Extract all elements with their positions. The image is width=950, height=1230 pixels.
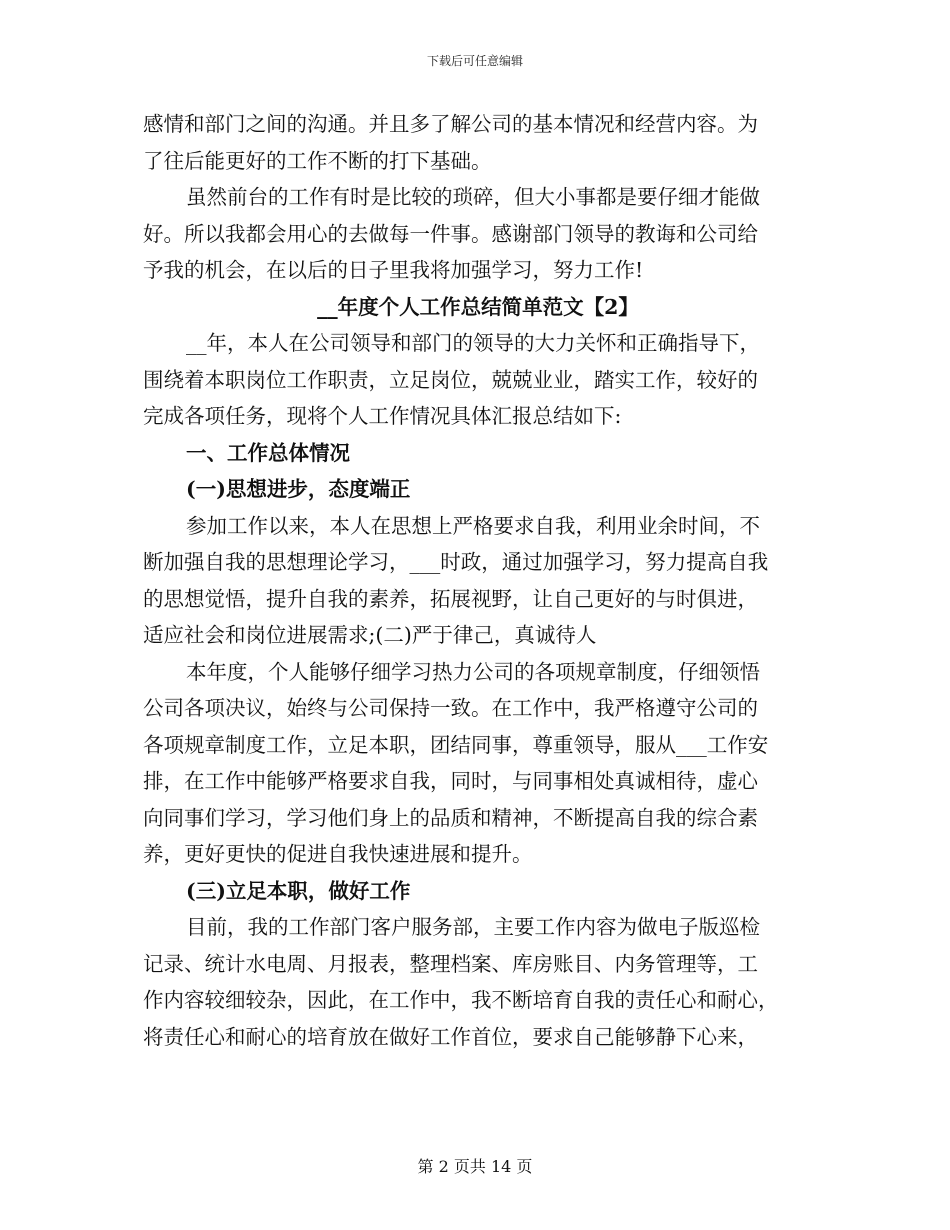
paragraph-line: 作内容较细较杂，因此，在工作中，我不断培育自我的责任心和耐心，	[143, 988, 779, 1012]
paragraph-line: 的思想觉悟，提升自我的素养，拓展视野，让自己更好的与时俱进，	[143, 586, 758, 611]
document-body	[143, 106, 813, 1055]
page-header: 下载后可任意编辑	[426, 54, 523, 68]
section-heading: 一、工作总体情况	[186, 440, 350, 465]
subsection-heading: (三)立足本职，做好工作	[186, 878, 411, 903]
paragraph-line: 本年度，个人能够仔细学习热力公司的各项规章制度，仔细领悟	[186, 659, 760, 684]
paragraph-line: 将责任心和耐心的培育放在做好工作首位，要求自己能够静下心来，	[143, 1024, 758, 1049]
paragraph-line: 围绕着本职岗位工作职责，立足岗位，兢兢业业，踏实工作，较好的	[143, 367, 758, 392]
paragraph-line: 予我的机会，在以后的日子里我将加强学习，努力工作!	[143, 258, 644, 282]
page-footer: 第 2 页共 14 页	[417, 1157, 533, 1176]
subsection-heading: (一)思想进步，态度端正	[186, 477, 411, 501]
paragraph-line: 适应社会和岗位进展需求;(二)严于律己，真诚待人	[143, 623, 597, 647]
paragraph-line: 排，在工作中能够严格要求自我，同时，与同事相处真诚相待，虚心	[143, 769, 758, 793]
paragraph-line: 各项规章制度工作，立足本职，团结同事，尊重领导，服从___工作安	[143, 732, 769, 757]
paragraph-line: 向同事们学习，学习他们身上的品质和精神，不断提高自我的综合素	[143, 805, 758, 830]
paragraph-line: 了往后能更好的工作不断的打下基础。	[143, 148, 492, 173]
paragraph-line: 断加强自我的思想理论学习，___时政，通过加强学习，努力提高自我	[143, 550, 769, 574]
paragraph-line: 养，更好更快的促进自我快速进展和提升。	[143, 842, 533, 866]
paragraph-line: 目前，我的工作部门客户服务部，主要工作内容为做电子版巡检	[186, 915, 760, 939]
section-title: __年度个人工作总结简单范文【2】	[317, 294, 639, 319]
paragraph-line: 参加工作以来，本人在思想上严格要求自我，利用业余时间，不	[186, 513, 760, 538]
paragraph-line: 记录、统计水电周、月报表，整理档案、库房账目、内务管理等，工	[143, 951, 758, 976]
paragraph-line: 完成各项任务，现将个人工作情况具体汇报总结如下:	[143, 404, 622, 428]
paragraph-line: 公司各项决议，始终与公司保持一致。在工作中，我严格遵守公司的	[143, 696, 758, 720]
paragraph-line: 感情和部门之间的沟通。并且多了解公司的基本情况和经营内容。为	[143, 112, 758, 136]
paragraph-line: 虽然前台的工作有时是比较的琐碎，但大小事都是要仔细才能做	[186, 185, 760, 209]
paragraph-line: 好。所以我都会用心的去做每一件事。感谢部门领导的教诲和公司给	[143, 221, 758, 246]
paragraph-line: __年，本人在公司领导和部门的领导的大力关怀和正确指导下，	[186, 331, 760, 355]
